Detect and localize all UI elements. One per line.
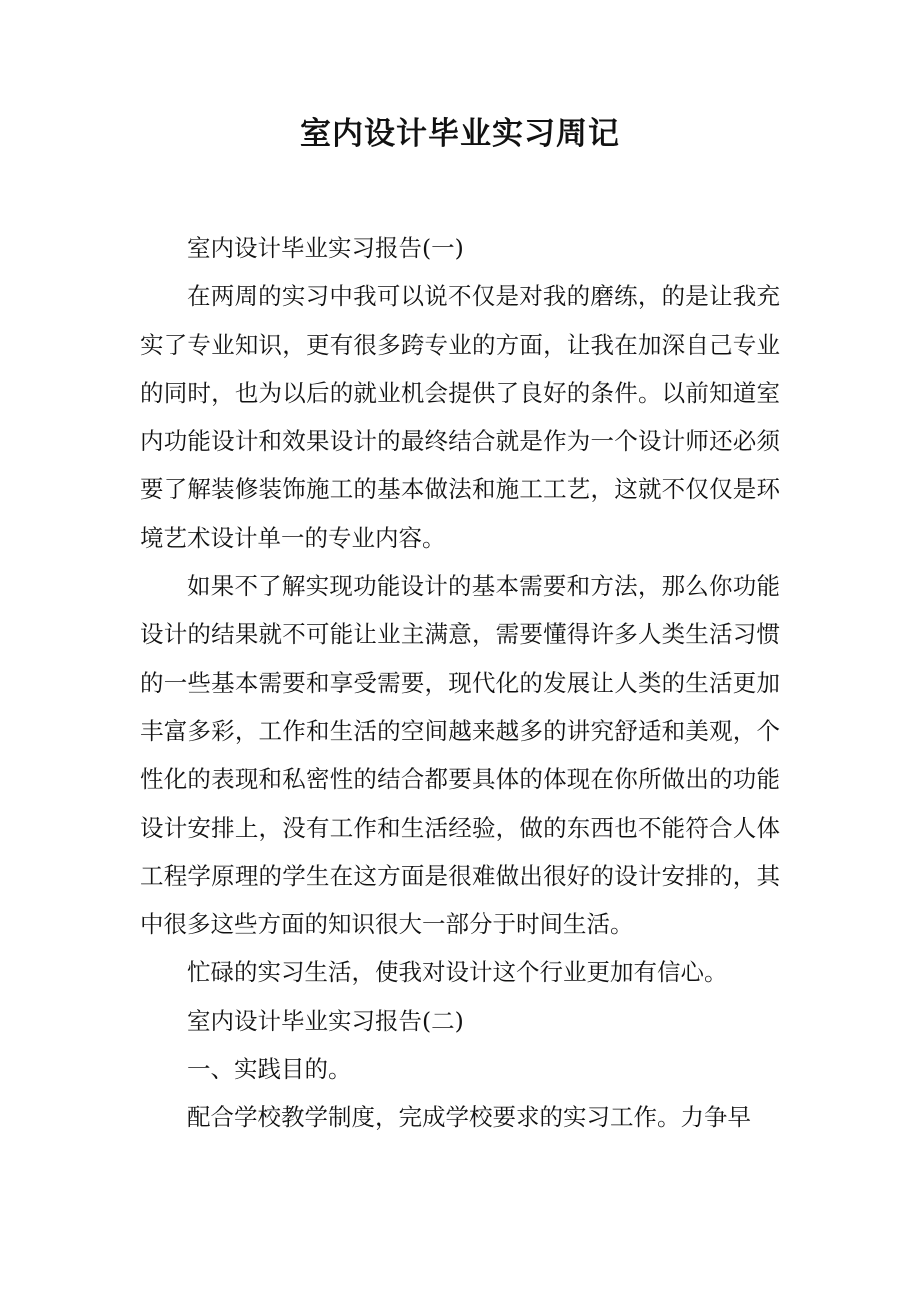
document-title: 室内设计毕业实习周记	[300, 116, 620, 152]
subsection-heading: 一、实践目的。	[187, 1055, 352, 1084]
document-body	[140, 224, 780, 1142]
section-heading: 室内设计毕业实习报告(二)	[187, 1006, 464, 1035]
body-paragraph: 配合学校教学制度，完成学校要求的实习工作。力争早	[187, 1103, 751, 1132]
body-paragraph: 在两周的实习中我可以说不仅是对我的磨练，的是让我充实了专业知识，更有很多跨专业的方面，让我在加深自己专业的同时，也为以后的就业机会提供了良好的条件。以前知道室内功能设计和效果设计的最终结合就是作为一个设计师还必须要了解装修装饰施工的基本做法和施工工艺，这就不仅仅是环境艺术设计单一的专业内容。	[140, 282, 780, 552]
body-paragraph: 如果不了解实现功能设计的基本需要和方法，那么你功能设计的结果就不可能让业主满意，需要懂得许多人类生活习惯的一些基本需要和享受需要，现代化的发展让人类的生活更加丰富多彩，工作和生活的空间越来越多的讲究舒适和美观，个性化的表现和私密性的结合都要具体的体现在你所做出的功能设计安排上，没有工作和生活经验，做的东西也不能符合人体工程学原理的学生在这方面是很难做出很好的设计安排的，其中很多这些方面的知识很大一部分于时间生活。	[140, 572, 780, 939]
section-heading: 室内设计毕业实习报告(一)	[187, 234, 464, 262]
body-paragraph: 忙碌的实习生活，使我对设计这个行业更加有信心。	[187, 958, 728, 987]
